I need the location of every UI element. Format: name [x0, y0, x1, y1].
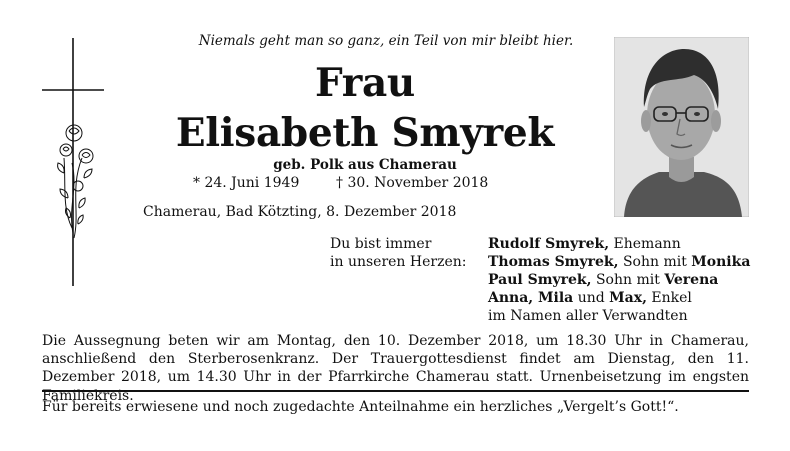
birth-date: * 24. Juni 1949 — [193, 175, 300, 191]
mourner-line: Rudolf Smyrek, Ehemann — [488, 236, 681, 252]
farewell-line: in unseren Herzen: — [330, 254, 467, 270]
farewell-text — [330, 235, 466, 271]
mourner-line: Anna, Mila und Max, Enkel — [488, 290, 692, 306]
place-and-date: Chamerau, Bad Kötzting, 8. Dezember 2018 — [143, 204, 457, 220]
motto: Niemals geht man so ganz, ein Teil von mir bleibt hier. — [198, 33, 574, 49]
maiden-name: geb. Polk aus Chamerau — [273, 157, 457, 173]
salutation: Frau — [315, 60, 415, 106]
deceased-name: Elisabeth Smyrek — [175, 110, 555, 156]
farewell-line: Du bist immer — [330, 236, 432, 252]
mourners-list — [488, 235, 750, 325]
mourner-line: im Namen aller Verwandten — [488, 308, 688, 324]
cross-with-roses-icon — [42, 38, 104, 286]
mourner-line: Paul Smyrek, Sohn mit Verena — [488, 272, 719, 288]
portrait-photo — [614, 37, 749, 217]
thanks-text: Für bereits erwiesene und noch zugedachte Anteilnahme ein herzliches „Vergelt’s Gott!“. — [42, 399, 679, 415]
divider — [42, 390, 749, 392]
mourner-line: Thomas Smyrek, Sohn mit Monika — [488, 254, 751, 270]
service-announcement: Die Aussegnung beten wir am Montag, den 10. Dezember 2018, um 18.30 Uhr in Chamerau, anschließend den Sterberosenkranz. Der Trauergottesdienst findet am Dienstag, den 11. Dezember 2018, um 14.30 Uhr in der Pfarrkirche Chamerau statt. Urnenbeisetzung im engsten Familiekreis. — [42, 333, 749, 404]
death-date: † 30. November 2018 — [336, 175, 489, 191]
